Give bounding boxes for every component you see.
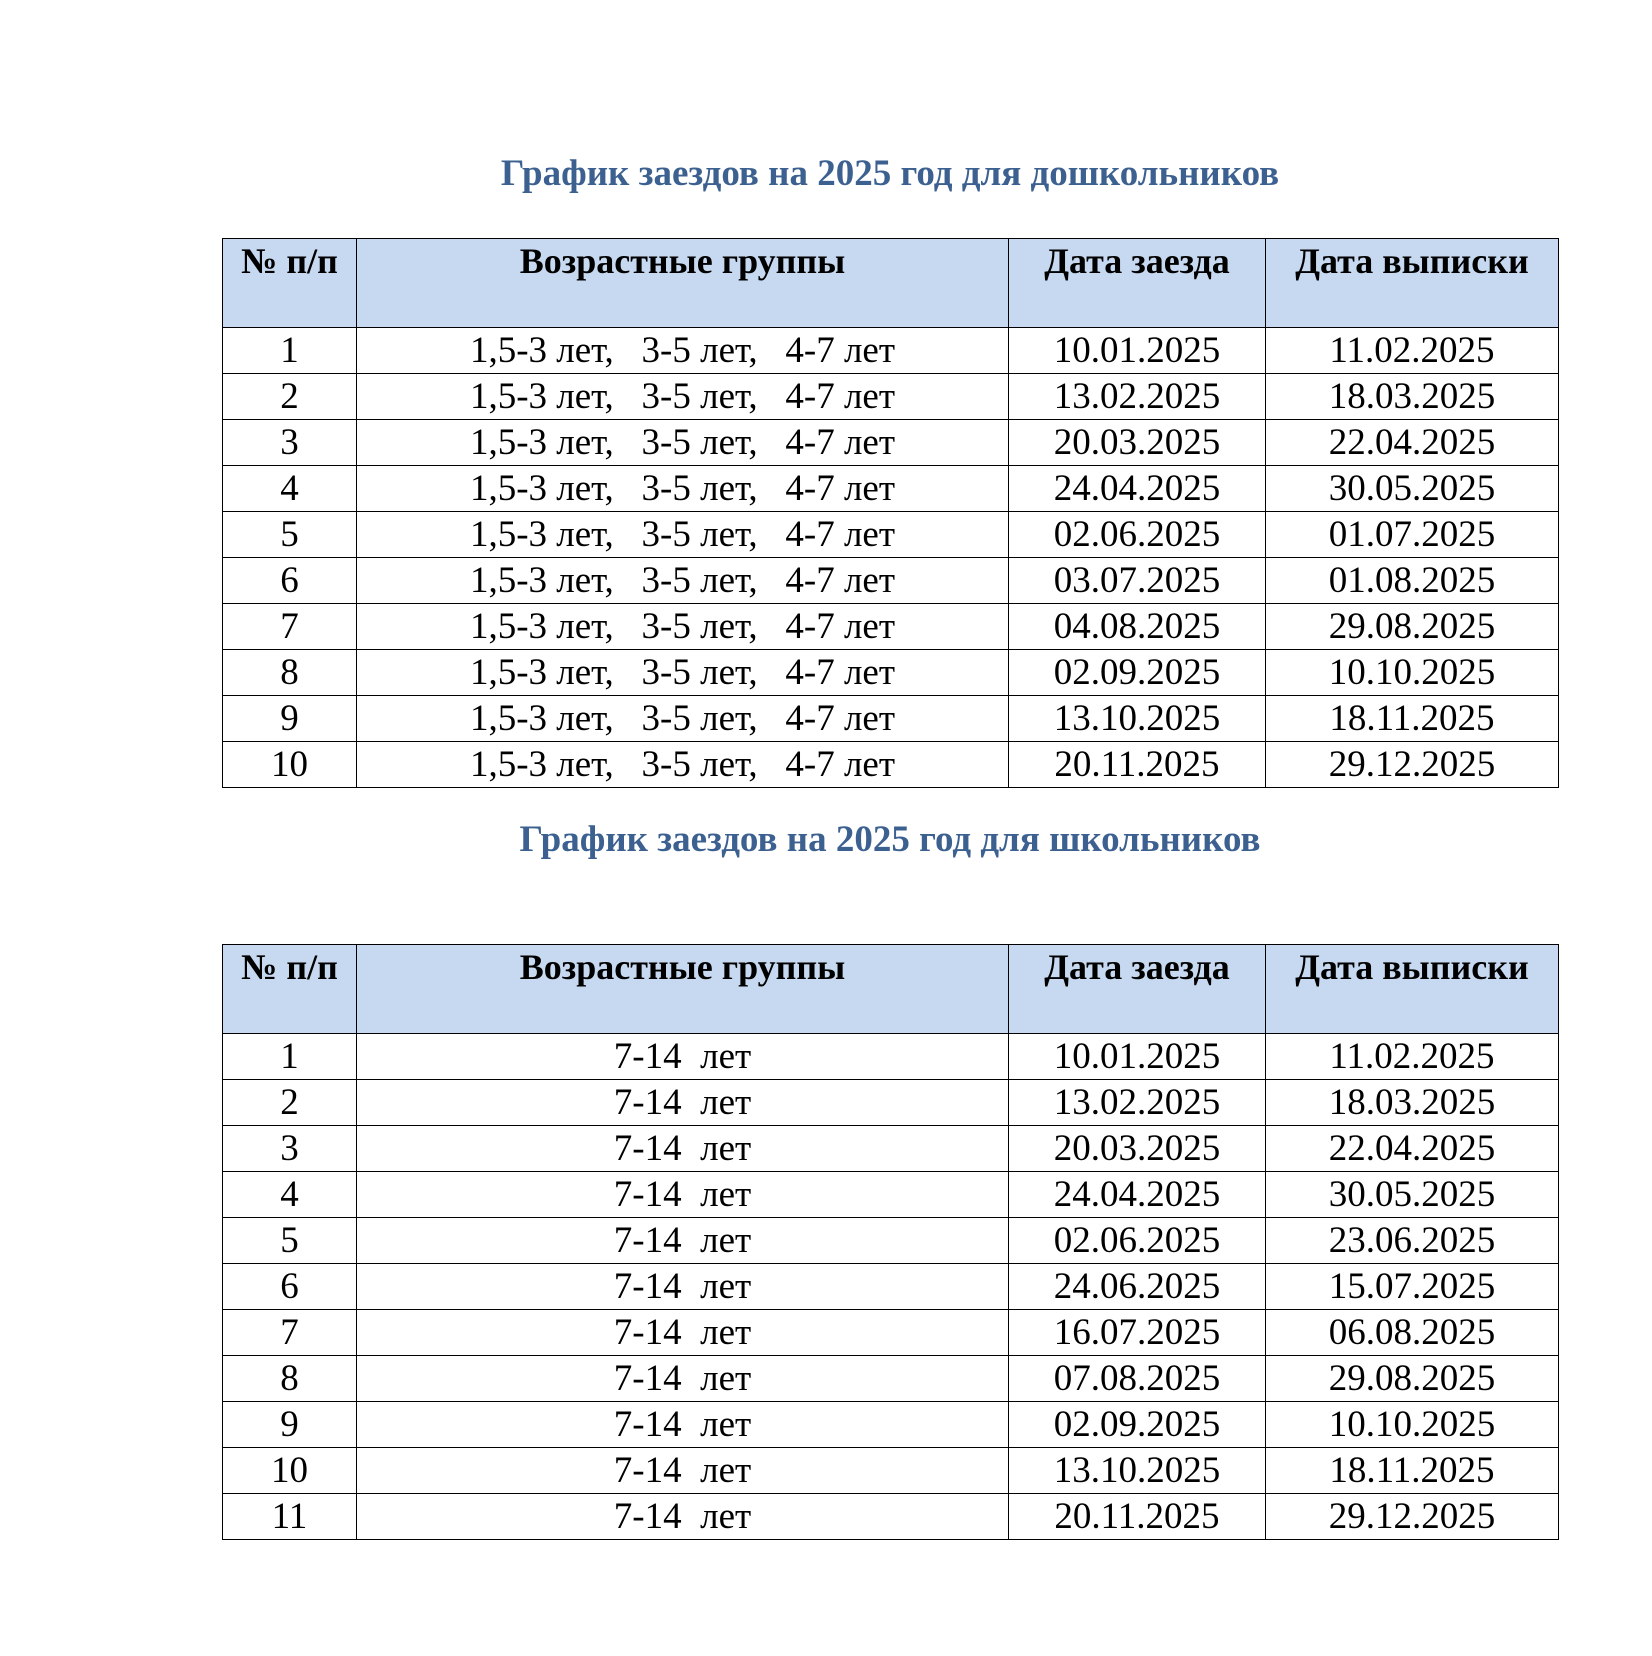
cell-num: 11 [223, 1494, 357, 1540]
cell-checkin-date: 20.11.2025 [1009, 1494, 1266, 1540]
table-row [223, 558, 1559, 604]
cell-checkin-date: 02.09.2025 [1009, 650, 1266, 696]
table-row [223, 1402, 1559, 1448]
cell-age-groups: 7-14 лет [357, 1310, 1009, 1356]
cell-age-groups: 1,5-3 лет, 3-5 лет, 4-7 лет [357, 696, 1009, 742]
cell-checkin-date: 20.03.2025 [1009, 1126, 1266, 1172]
cell-checkin-date: 24.06.2025 [1009, 1264, 1266, 1310]
cell-num: 3 [223, 1126, 357, 1172]
cell-age-groups: 7-14 лет [357, 1264, 1009, 1310]
cell-age-groups: 7-14 лет [357, 1218, 1009, 1264]
cell-checkout-date: 29.08.2025 [1266, 604, 1559, 650]
cell-num: 7 [223, 1310, 357, 1356]
cell-num: 2 [223, 1080, 357, 1126]
cell-age-groups: 7-14 лет [357, 1080, 1009, 1126]
cell-age-groups: 1,5-3 лет, 3-5 лет, 4-7 лет [357, 512, 1009, 558]
table-row [223, 466, 1559, 512]
table-row [223, 696, 1559, 742]
cell-checkout-date: 22.04.2025 [1266, 420, 1559, 466]
cell-checkout-date: 18.11.2025 [1266, 1448, 1559, 1494]
cell-age-groups: 1,5-3 лет, 3-5 лет, 4-7 лет [357, 604, 1009, 650]
table-row [223, 650, 1559, 696]
cell-num: 1 [223, 1034, 357, 1080]
table-row [223, 1080, 1559, 1126]
table-header-row [223, 945, 1559, 1034]
cell-num: 6 [223, 558, 357, 604]
table-row [223, 604, 1559, 650]
cell-num: 4 [223, 466, 357, 512]
cell-checkin-date: 02.06.2025 [1009, 1218, 1266, 1264]
cell-age-groups: 1,5-3 лет, 3-5 лет, 4-7 лет [357, 558, 1009, 604]
cell-num: 10 [223, 1448, 357, 1494]
cell-checkin-date: 20.11.2025 [1009, 742, 1266, 788]
cell-age-groups: 1,5-3 лет, 3-5 лет, 4-7 лет [357, 328, 1009, 374]
table-row [223, 328, 1559, 374]
cell-num: 7 [223, 604, 357, 650]
cell-age-groups: 1,5-3 лет, 3-5 лет, 4-7 лет [357, 374, 1009, 420]
header-num: № п/п [223, 239, 357, 328]
header-checkin-date: Дата заезда [1009, 239, 1266, 328]
table-row [223, 1172, 1559, 1218]
table-row [223, 1218, 1559, 1264]
cell-checkout-date: 11.02.2025 [1266, 328, 1559, 374]
cell-num: 9 [223, 696, 357, 742]
header-age-groups: Возрастные группы [357, 945, 1009, 1034]
cell-checkin-date: 10.01.2025 [1009, 1034, 1266, 1080]
cell-num: 4 [223, 1172, 357, 1218]
cell-checkout-date: 29.08.2025 [1266, 1356, 1559, 1402]
table-row [223, 1494, 1559, 1540]
cell-checkout-date: 29.12.2025 [1266, 742, 1559, 788]
cell-age-groups: 1,5-3 лет, 3-5 лет, 4-7 лет [357, 466, 1009, 512]
table-row [223, 420, 1559, 466]
cell-age-groups: 7-14 лет [357, 1402, 1009, 1448]
cell-num: 8 [223, 1356, 357, 1402]
table-row [223, 1126, 1559, 1172]
cell-checkout-date: 06.08.2025 [1266, 1310, 1559, 1356]
cell-checkin-date: 13.02.2025 [1009, 1080, 1266, 1126]
table-row [223, 1264, 1559, 1310]
table-row [223, 742, 1559, 788]
cell-checkout-date: 10.10.2025 [1266, 1402, 1559, 1448]
header-num: № п/п [223, 945, 357, 1034]
cell-num: 5 [223, 512, 357, 558]
cell-age-groups: 7-14 лет [357, 1356, 1009, 1402]
cell-num: 5 [223, 1218, 357, 1264]
cell-checkout-date: 22.04.2025 [1266, 1126, 1559, 1172]
cell-checkout-date: 23.06.2025 [1266, 1218, 1559, 1264]
cell-age-groups: 7-14 лет [357, 1448, 1009, 1494]
cell-checkin-date: 24.04.2025 [1009, 466, 1266, 512]
header-checkout-date: Дата выписки [1266, 239, 1559, 328]
preschool-schedule-table [222, 238, 1559, 788]
table-row [223, 512, 1559, 558]
cell-age-groups: 1,5-3 лет, 3-5 лет, 4-7 лет [357, 650, 1009, 696]
cell-num: 8 [223, 650, 357, 696]
cell-checkin-date: 10.01.2025 [1009, 328, 1266, 374]
cell-checkin-date: 16.07.2025 [1009, 1310, 1266, 1356]
cell-num: 2 [223, 374, 357, 420]
cell-num: 3 [223, 420, 357, 466]
cell-checkout-date: 30.05.2025 [1266, 466, 1559, 512]
cell-checkin-date: 20.03.2025 [1009, 420, 1266, 466]
cell-num: 10 [223, 742, 357, 788]
cell-checkout-date: 18.03.2025 [1266, 374, 1559, 420]
cell-age-groups: 1,5-3 лет, 3-5 лет, 4-7 лет [357, 742, 1009, 788]
table-row [223, 1448, 1559, 1494]
cell-checkout-date: 18.11.2025 [1266, 696, 1559, 742]
school-schedule-title: График заездов на 2025 год для школьников [519, 819, 1261, 860]
cell-checkout-date: 15.07.2025 [1266, 1264, 1559, 1310]
preschool-schedule-title: График заездов на 2025 год для дошкольников [500, 153, 1280, 194]
table-row [223, 1034, 1559, 1080]
cell-num: 9 [223, 1402, 357, 1448]
table-header-row [223, 239, 1559, 328]
cell-checkin-date: 13.02.2025 [1009, 374, 1266, 420]
cell-checkin-date: 13.10.2025 [1009, 696, 1266, 742]
school-schedule-table [222, 944, 1559, 1540]
table-row [223, 1356, 1559, 1402]
cell-checkin-date: 04.08.2025 [1009, 604, 1266, 650]
table-row [223, 1310, 1559, 1356]
cell-age-groups: 7-14 лет [357, 1126, 1009, 1172]
cell-checkin-date: 24.04.2025 [1009, 1172, 1266, 1218]
cell-checkin-date: 13.10.2025 [1009, 1448, 1266, 1494]
cell-checkin-date: 02.09.2025 [1009, 1402, 1266, 1448]
table-row [223, 374, 1559, 420]
cell-num: 1 [223, 328, 357, 374]
table-body [223, 328, 1559, 788]
cell-checkout-date: 10.10.2025 [1266, 650, 1559, 696]
header-age-groups: Возрастные группы [357, 239, 1009, 328]
cell-checkin-date: 02.06.2025 [1009, 512, 1266, 558]
cell-age-groups: 7-14 лет [357, 1034, 1009, 1080]
cell-age-groups: 7-14 лет [357, 1172, 1009, 1218]
header-checkout-date: Дата выписки [1266, 945, 1559, 1034]
cell-checkin-date: 03.07.2025 [1009, 558, 1266, 604]
cell-checkin-date: 07.08.2025 [1009, 1356, 1266, 1402]
cell-checkout-date: 11.02.2025 [1266, 1034, 1559, 1080]
cell-checkout-date: 29.12.2025 [1266, 1494, 1559, 1540]
cell-checkout-date: 30.05.2025 [1266, 1172, 1559, 1218]
header-checkin-date: Дата заезда [1009, 945, 1266, 1034]
cell-age-groups: 7-14 лет [357, 1494, 1009, 1540]
cell-checkout-date: 18.03.2025 [1266, 1080, 1559, 1126]
table-body [223, 1034, 1559, 1540]
cell-checkout-date: 01.07.2025 [1266, 512, 1559, 558]
cell-num: 6 [223, 1264, 357, 1310]
cell-age-groups: 1,5-3 лет, 3-5 лет, 4-7 лет [357, 420, 1009, 466]
cell-checkout-date: 01.08.2025 [1266, 558, 1559, 604]
